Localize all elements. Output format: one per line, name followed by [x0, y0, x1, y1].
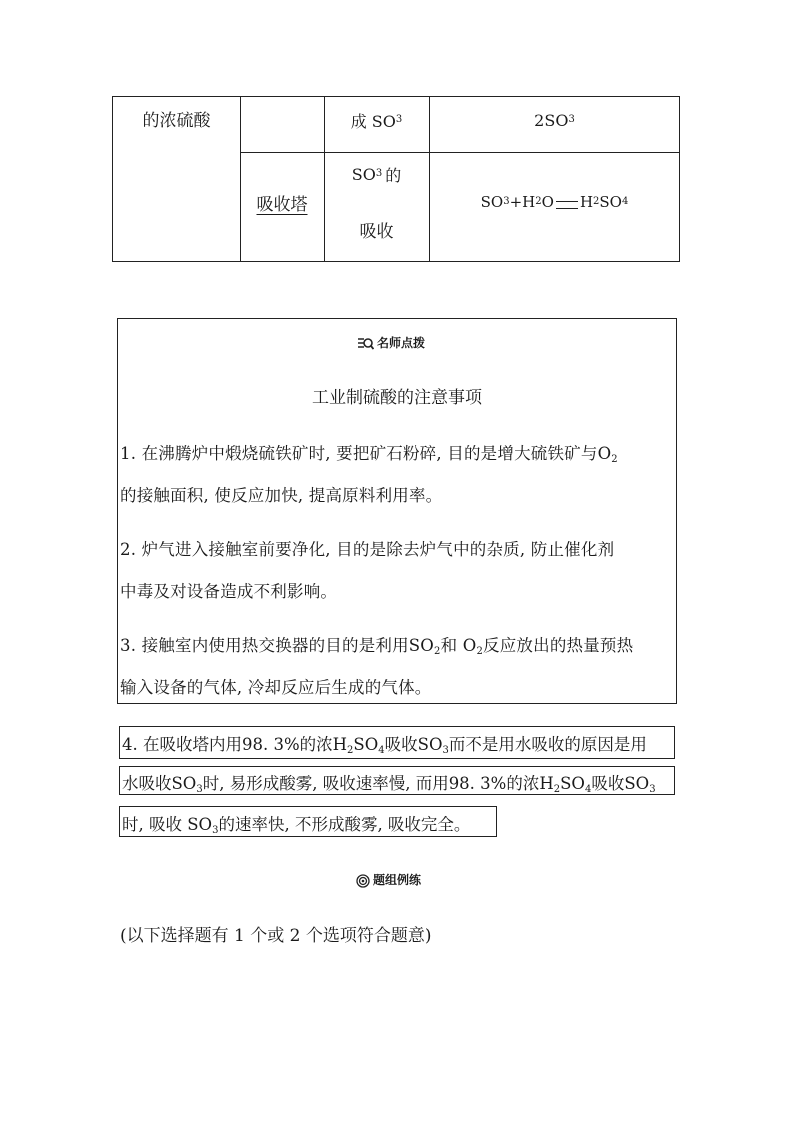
point4-line-3: 时, 吸收 $SO_3$的速率快, 不形成酸雾, 吸收完全。 [122, 815, 471, 836]
magnifier-icon [358, 336, 374, 350]
section-header: 题组例练 [356, 871, 421, 888]
point4-line-2: 水吸收$SO_3$时, 易形成酸雾, 吸收速率慢, 而用98. 3%的浓$H_2SO_4$吸收$SO_3$ [122, 774, 656, 795]
table-cell-stage: 吸收 [359, 221, 394, 242]
tip-paragraph-2-cont: 中毒及对设备造成不利影响。 [120, 582, 338, 601]
tip-header: 名师点拨 [358, 334, 425, 351]
tip-title: 工业制硫酸的注意事项 [312, 388, 482, 408]
target-icon [356, 873, 370, 887]
point4-line-1: 4. 在吸收塔内用98. 3%的浓$H_2SO_4$吸收$SO_3$而不是用水吸收的原因是用 [122, 735, 647, 756]
table-divider [240, 97, 241, 261]
table-cell-stage: 成 SO 3 [350, 111, 403, 131]
equals-sign [556, 201, 578, 209]
table-cell-equation: SO 3 +H 2 O H 2 SO 4 [480, 193, 629, 211]
tip-paragraph-3: 3. 接触室内使用热交换器的目的是利用$SO_2$和 $O_2$反应放出的热量预热 [120, 636, 634, 657]
table-cell-absorption-tower: 吸收塔 [256, 194, 308, 215]
table-cell-material: 的浓硫酸 [142, 110, 211, 131]
tip-paragraph-1-cont: 的接触面积, 使反应加快, 提高原料利用率。 [120, 486, 443, 505]
table-divider [240, 152, 679, 153]
table-cell-equation: 2SO 3 [534, 110, 575, 130]
process-table [112, 96, 680, 262]
section-note: (以下选择题有 1 个或 2 个选项符合题意) [120, 926, 432, 946]
tip-paragraph-2: 2. 炉气进入接触室前要净化, 目的是除去炉气中的杂质, 防止催化剂 [120, 540, 615, 559]
table-cell-stage: SO 3 的 [351, 164, 402, 185]
tip-paragraph-3-cont: 输入设备的气体, 冷却反应后生成的气体。 [120, 678, 432, 697]
tip-paragraph-1: 1. 在沸腾炉中煅烧硫铁矿时, 要把矿石粉碎, 目的是增大硫铁矿与$O_2$ [120, 444, 618, 465]
